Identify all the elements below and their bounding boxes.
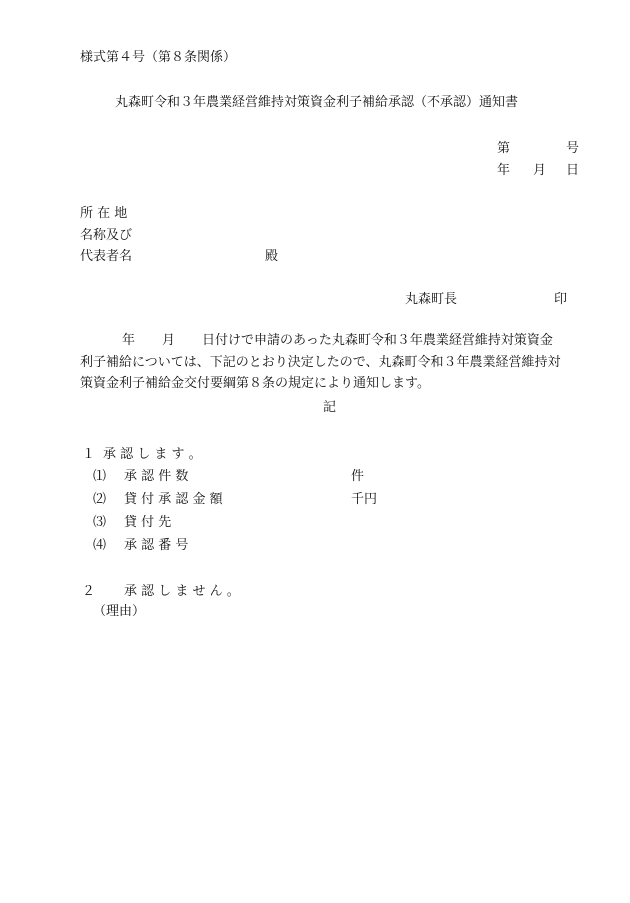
reason-label: （理由）	[93, 604, 146, 619]
seal-mark: 印	[554, 292, 568, 307]
section-2-number: ２	[82, 584, 96, 599]
body-month: 月	[162, 333, 176, 348]
ki-mark: 記	[323, 400, 337, 415]
section-2-heading: 承 認 し ま せ ん 。	[124, 584, 240, 599]
item-2-number: ⑵	[93, 492, 107, 507]
item-4-label: 承 認 番 号	[124, 538, 189, 553]
body-line-1	[80, 333, 553, 349]
date-month: 月	[533, 163, 547, 178]
doc-number-prefix: 第	[497, 141, 511, 156]
section-1-number: １	[82, 447, 96, 462]
doc-number-suffix: 号	[566, 141, 580, 156]
item-1-unit: 件	[351, 469, 365, 484]
body-line-3: 策資金利子補給金交付要綱第８条の規定により通知します。	[80, 376, 430, 391]
item-4-number: ⑷	[93, 538, 107, 553]
document-title: 丸森町令和３年農業経営維持対策資金利子補給承認（不承認）通知書	[115, 95, 519, 110]
body-line-2: 利子補給については、下記のとおり決定したので、丸森町令和３年農業経営維持対	[80, 355, 561, 370]
name-label: 名称及び	[80, 228, 133, 243]
issuer-title: 丸森町長	[405, 292, 458, 307]
address-label: 所 在 地	[80, 206, 128, 221]
item-2-unit: 千円	[351, 492, 378, 507]
item-1-label: 承 認 件 数	[124, 469, 189, 484]
date-day: 日	[566, 163, 580, 178]
item-3-label: 貸 付 先	[124, 515, 172, 530]
date-year: 年	[497, 163, 511, 178]
section-1-heading: 承 認 し ま す 。	[103, 447, 202, 462]
body-line-1-text: 日付けで申請のあった丸森町令和３年農業経営維持対策資金	[202, 333, 553, 348]
form-number: 様式第４号（第８条関係）	[80, 50, 237, 65]
body-year: 年	[122, 333, 136, 348]
honorific: 殿	[265, 249, 279, 264]
representative-label: 代表者名	[80, 249, 133, 264]
item-2-label: 貸 付 承 認 金 額	[124, 492, 223, 507]
item-1-number: ⑴	[93, 469, 107, 484]
item-3-number: ⑶	[93, 515, 107, 530]
